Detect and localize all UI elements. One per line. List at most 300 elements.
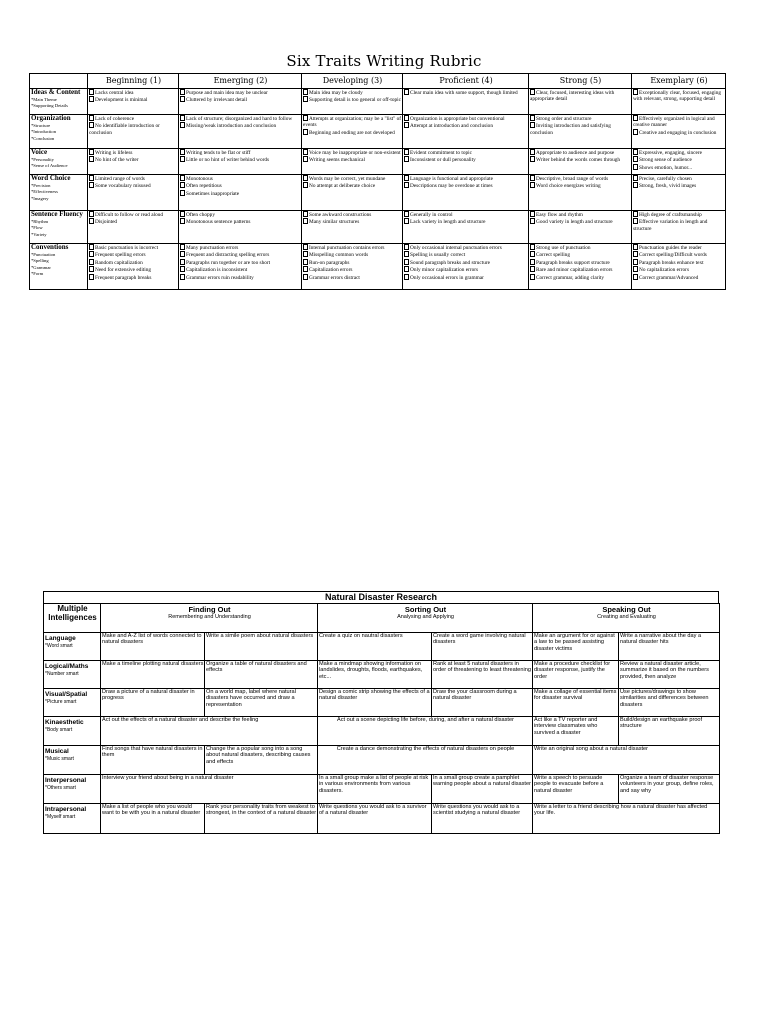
rubric-descriptor	[303, 259, 402, 266]
checkbox-icon	[404, 149, 409, 155]
trait-subitem: *Supporting Details	[31, 103, 68, 109]
task-cell: Create a quiz on nautral disasters	[318, 633, 432, 661]
checkbox-icon	[633, 89, 638, 95]
checkbox-icon	[180, 149, 185, 155]
rubric-cell	[302, 89, 403, 115]
rubric-descriptor	[180, 274, 301, 281]
rubric-descriptor	[89, 274, 178, 281]
checkbox-icon	[633, 115, 638, 121]
rubric-descriptor	[530, 266, 631, 273]
task-cell: Rank at least 5 natural disasters in order of threatening to least threatening	[432, 661, 533, 689]
descriptor-text: Capitalization errors	[309, 267, 353, 274]
intelligence-name: Musical	[45, 748, 69, 755]
checkbox-icon	[530, 156, 535, 162]
intelligence-cell	[44, 661, 101, 689]
descriptor-text: Writer behind the words comes through	[536, 157, 621, 164]
rubric-descriptor	[633, 149, 725, 156]
rubric-cell	[529, 89, 632, 115]
trait-subitem: *Grammar	[31, 264, 51, 270]
task-cell: Act out a scene depicting life before, during, and after a natural disaster	[318, 717, 533, 746]
rubric-row	[30, 211, 726, 244]
task-cell: Make an argument for or against a law to be passed assisting disaster victims	[533, 633, 619, 661]
task-cell: Write questions you would ask to a survivor of a natural disaster	[318, 804, 432, 834]
rubric-descriptor	[89, 122, 178, 136]
descriptor-text: Difficult to follow or read aloud	[95, 212, 164, 218]
checkbox-icon	[530, 122, 535, 128]
checkbox-icon	[180, 122, 185, 128]
group-title: Speaking Out	[602, 605, 651, 614]
rubric-descriptor	[530, 259, 631, 266]
checkbox-icon	[633, 182, 638, 188]
checkbox-icon	[633, 175, 638, 181]
task-cell: Build/design an earthquake proof structure	[619, 717, 720, 746]
checkbox-icon	[633, 266, 638, 272]
descriptor-text: Lack of structure; disorganized and hard to follow	[186, 116, 293, 122]
checkbox-icon	[180, 96, 185, 102]
checkbox-icon	[404, 175, 409, 181]
research-header-row	[44, 604, 720, 633]
rubric-descriptor	[404, 122, 528, 129]
rubric-cell	[302, 244, 403, 290]
rubric-descriptor	[303, 149, 402, 156]
trait-subitem: *Flow	[31, 225, 43, 231]
checkbox-icon	[303, 244, 308, 250]
rubric-descriptor	[89, 211, 178, 218]
rubric-cell	[88, 149, 179, 175]
checkbox-icon	[180, 274, 185, 280]
checkbox-icon	[89, 156, 94, 162]
checkbox-icon	[89, 96, 94, 102]
checkbox-icon	[180, 182, 185, 188]
descriptor-text: Sometimes inappropriate	[186, 190, 240, 197]
descriptor-text: No capitalization errors	[639, 267, 690, 274]
intelligence-name: Visual/Spatial	[45, 691, 88, 698]
rubric-descriptor	[89, 251, 178, 258]
descriptor-text: Grammar errors ruin readability	[186, 274, 254, 281]
task-cell: Make a mindmap showing information on landslides, droughts, floods, earthquakes, etc...	[318, 661, 432, 689]
checkbox-icon	[303, 175, 308, 181]
checkbox-icon	[633, 244, 638, 250]
checkbox-icon	[404, 274, 409, 280]
descriptor-text: Writing is lifeless	[95, 150, 133, 156]
rubric-descriptor	[404, 149, 528, 156]
rubric-cell	[88, 89, 179, 115]
rubric-descriptor	[180, 115, 301, 122]
descriptor-text: Only minor capitalization errors	[410, 267, 479, 274]
descriptor-text: Expressive, engaging, sincere	[639, 150, 702, 156]
checkbox-icon	[303, 274, 308, 280]
rubric-cell	[179, 211, 302, 244]
rubric-descriptor	[633, 274, 725, 281]
rubric-descriptor	[530, 149, 631, 156]
rubric-descriptor	[530, 244, 631, 251]
task-cell: Make a procedure checklist for disaster response, justify the order	[533, 661, 619, 689]
rubric-descriptor	[404, 266, 528, 273]
checkbox-icon	[633, 164, 638, 170]
checkbox-icon	[180, 190, 185, 196]
checkbox-icon	[303, 251, 308, 257]
rubric-descriptor	[303, 129, 402, 136]
descriptor-text: Random capitalization	[95, 259, 143, 266]
group-title: Sorting Out	[404, 605, 447, 614]
checkbox-icon	[303, 218, 308, 224]
rubric-cell	[403, 149, 529, 175]
rubric-descriptor	[633, 211, 725, 218]
rubric-descriptor	[89, 115, 178, 122]
intelligence-cell	[44, 717, 101, 746]
group-header-finding	[101, 604, 318, 633]
checkbox-icon	[530, 244, 535, 250]
rubric-cell	[179, 89, 302, 115]
checkbox-icon	[89, 244, 94, 250]
checkbox-icon	[303, 149, 308, 155]
task-cell: Draw a picture of a natural disaster in progress	[101, 689, 205, 717]
descriptor-text: Misspelling common words	[309, 252, 369, 259]
group-header-speaking	[533, 604, 720, 633]
rubric-descriptor	[180, 175, 301, 182]
checkbox-icon	[633, 129, 638, 135]
task-cell: Write a simile poem about natural disasters	[205, 633, 318, 661]
rubric-descriptor	[404, 89, 528, 96]
rubric-descriptor	[89, 149, 178, 156]
task-cell: Find songs that have natural disasters in them	[101, 746, 205, 775]
task-cell: On a world map, label where natural disasters have occurred and draw a representation	[205, 689, 318, 717]
rubric-descriptor	[89, 175, 178, 182]
rubric-cell	[632, 89, 726, 115]
intelligence-name: Language	[45, 635, 76, 642]
checkbox-icon	[303, 182, 308, 188]
trait-subitem: *Structure	[31, 122, 51, 128]
task-cell: Create a dance demonstrating the effects of natural disasters on people	[318, 746, 533, 775]
descriptor-text: Writing tends to be flat or stiff	[186, 150, 251, 156]
trait-cell	[30, 149, 88, 175]
descriptor-text: Language is functional and appropriate	[410, 176, 493, 182]
rubric-cell	[632, 115, 726, 149]
checkbox-icon	[530, 259, 535, 265]
rubric-descriptor	[303, 251, 402, 258]
checkbox-icon	[633, 156, 638, 162]
trait-cell	[30, 89, 88, 115]
checkbox-icon	[404, 122, 409, 128]
rubric-cell	[632, 149, 726, 175]
rubric-descriptor	[530, 274, 631, 281]
research-table	[43, 603, 720, 834]
rubric-cell	[632, 175, 726, 211]
trait-name: Ideas & Content	[31, 88, 81, 96]
rubric-cell	[632, 244, 726, 290]
rubric-title: Six Traits Writing Rubric	[286, 52, 482, 70]
rubric-descriptor	[404, 259, 528, 266]
rubric-descriptor	[89, 96, 178, 103]
rubric-descriptor	[180, 96, 301, 103]
intelligences-header: Multiple Intelligences	[44, 604, 101, 633]
rubric-cell	[529, 211, 632, 244]
descriptor-text: Generally in control	[410, 212, 453, 218]
rubric-descriptor	[180, 211, 301, 218]
descriptor-text: Sound paragraph breaks and structure	[410, 259, 491, 266]
rubric-cell	[179, 175, 302, 211]
checkbox-icon	[530, 115, 535, 121]
checkbox-icon	[530, 182, 535, 188]
rubric-descriptor	[89, 244, 178, 251]
rubric-descriptor	[530, 182, 631, 189]
rubric-descriptor	[303, 211, 402, 218]
descriptor-text: Attempts at organization; may be a "list" of events	[303, 116, 402, 129]
descriptor-text: No identifiable introduction or conclusion	[89, 123, 160, 136]
descriptor-text: Main idea may be cloudy	[309, 90, 363, 96]
descriptor-text: Correct spelling	[536, 252, 570, 259]
trait-subitem: *Conclusion	[31, 135, 55, 141]
rubric-descriptor	[89, 266, 178, 273]
descriptor-text: Paragraphs run together or are too short	[186, 259, 271, 266]
checkbox-icon	[530, 218, 535, 224]
intelligence-cell	[44, 746, 101, 775]
task-cell: Act like a TV reporter and interview classmates who survived a disaster	[533, 717, 619, 746]
rubric-descriptor	[89, 218, 178, 225]
rubric-descriptor	[180, 244, 301, 251]
level-header: Strong (5)	[529, 74, 632, 89]
trait-name: Word Choice	[31, 174, 71, 182]
trait-subitem: *Variety	[31, 231, 47, 237]
rubric-cell	[88, 244, 179, 290]
rubric-descriptor	[303, 115, 402, 129]
task-cell: Organize a table of natural disasters and effects	[205, 661, 318, 689]
trait-subitem: *Effectiveness	[31, 189, 58, 195]
checkbox-icon	[180, 175, 185, 181]
rubric-descriptor	[633, 89, 725, 103]
rubric-cell	[302, 149, 403, 175]
research-row-interpersonal	[44, 775, 720, 804]
rubric-descriptor	[633, 251, 725, 258]
descriptor-text: Internal punctuation contains errors	[309, 245, 385, 251]
rubric-descriptor	[404, 244, 528, 251]
intelligence-name: Logical/Maths	[45, 663, 89, 670]
checkbox-icon	[530, 266, 535, 272]
descriptor-text: Shows emotion, humor...	[639, 164, 692, 171]
checkbox-icon	[633, 274, 638, 280]
rubric-descriptor	[530, 211, 631, 218]
descriptor-text: Often repetitious	[186, 183, 222, 190]
checkbox-icon	[530, 175, 535, 181]
descriptor-text: Capitalization is inconsistent	[186, 267, 248, 274]
descriptor-text: Easy flow and rhythm	[536, 212, 583, 218]
rubric-row	[30, 115, 726, 149]
descriptor-text: Strong order and structure	[536, 116, 592, 122]
descriptor-text: Word choice energizes writing	[536, 183, 601, 190]
rubric-descriptor	[180, 122, 301, 129]
descriptor-text: Frequent paragraph breaks	[95, 274, 152, 281]
trait-cell	[30, 211, 88, 244]
rubric-cell	[529, 175, 632, 211]
task-cell: Write an original song about a natural disaster	[533, 746, 720, 775]
rubric-descriptor	[303, 182, 402, 189]
rubric-descriptor	[633, 259, 725, 266]
checkbox-icon	[180, 251, 185, 257]
descriptor-text: Lack variety in length and structure	[410, 219, 486, 226]
intelligence-cell	[44, 804, 101, 834]
rubric-cell	[632, 211, 726, 244]
trait-subitem: *Form	[31, 271, 44, 277]
checkbox-icon	[530, 274, 535, 280]
rubric-row	[30, 175, 726, 211]
descriptor-text: Only occasional errors in grammar	[410, 274, 484, 281]
checkbox-icon	[633, 211, 638, 217]
rubric-descriptor	[180, 182, 301, 189]
checkbox-icon	[404, 182, 409, 188]
checkbox-icon	[530, 211, 535, 217]
task-cell: Interview your friend about being in a natural disaster	[101, 775, 318, 804]
descriptor-text: Spelling is usually correct	[410, 252, 466, 259]
checkbox-icon	[89, 89, 94, 95]
descriptor-text: Only occasional internal punctuation errors	[410, 245, 502, 251]
descriptor-text: Effectively organized in logical and creative manner	[633, 116, 715, 129]
checkbox-icon	[404, 218, 409, 224]
level-header: Emerging (2)	[179, 74, 302, 89]
trait-cell	[30, 244, 88, 290]
trait-subitem: *Punctuation	[31, 251, 56, 257]
rubric-row	[30, 149, 726, 175]
checkbox-icon	[404, 89, 409, 95]
checkbox-icon	[404, 156, 409, 162]
group-subtitle: Creating and Evaluating	[597, 614, 656, 620]
rubric-descriptor	[303, 274, 402, 281]
descriptor-text: Writing seems mechanical	[309, 157, 365, 164]
checkbox-icon	[404, 115, 409, 121]
descriptor-text: Appropriate to audience and purpose	[536, 150, 615, 156]
task-cell: Write a speech to persuade people to evacuate before a natural disaster	[533, 775, 619, 804]
rubric-descriptor	[530, 175, 631, 182]
task-cell: In a small group create a pamphlet warning people about a natural disaster	[432, 775, 533, 804]
research-row-kinaesthetic	[44, 717, 720, 746]
task-cell: Rank your personality traits from weakest to strongest, in the context of a natural disaster	[205, 804, 318, 834]
rubric-descriptor	[633, 244, 725, 251]
checkbox-icon	[180, 211, 185, 217]
level-header: Proficient (4)	[403, 74, 529, 89]
task-cell: Make and A-Z list of words connected to natural disasters	[101, 633, 205, 661]
trait-name: Sentence Fluency	[31, 210, 83, 218]
rubric-descriptor	[633, 266, 725, 273]
descriptor-text: Beginning and ending are not developed	[309, 129, 395, 136]
task-cell: Review a natural disaster article, summarize it based on the numbers provided, then analyze	[619, 661, 720, 689]
descriptor-text: Correct grammar/Advanced	[639, 274, 699, 281]
descriptor-text: Attempt at introduction and conclusion	[410, 123, 493, 130]
descriptor-text: High degree of craftsmanship	[639, 212, 702, 218]
rubric-descriptor	[404, 218, 528, 225]
research-title: Natural Disaster Research	[43, 591, 719, 603]
checkbox-icon	[303, 129, 308, 135]
research-row-musical	[44, 746, 720, 775]
checkbox-icon	[89, 218, 94, 224]
rubric-descriptor	[530, 251, 631, 258]
rubric-descriptor	[303, 244, 402, 251]
checkbox-icon	[404, 266, 409, 272]
rubric-descriptor	[303, 96, 402, 103]
trait-subitem: *Main Theme	[31, 96, 57, 102]
trait-subitem: *Precision	[31, 182, 51, 188]
rubric-descriptor	[530, 218, 631, 225]
checkbox-icon	[404, 251, 409, 257]
level-header: Beginning (1)	[88, 74, 179, 89]
checkbox-icon	[89, 266, 94, 272]
level-header: Exemplary (6)	[632, 74, 726, 89]
task-cell: Make a list of people who you would want to be with you in a natural disaster	[101, 804, 205, 834]
rubric-cell	[403, 175, 529, 211]
checkbox-icon	[633, 259, 638, 265]
descriptor-text: Evident commitment to topic	[410, 150, 472, 156]
rubric-descriptor	[89, 89, 178, 96]
descriptor-text: Run-on paragraphs	[309, 259, 350, 266]
descriptor-text: Voice may be inappropriate or non-existent	[309, 150, 401, 156]
trait-subitem: *Introduction	[31, 129, 57, 135]
descriptor-text: Precise, carefully chosen	[639, 176, 692, 182]
trait-cell	[30, 175, 88, 211]
task-cell: In a small group make a list of people at risk in various environments from various disasters.	[318, 775, 432, 804]
descriptor-text: Development is minimal	[95, 97, 148, 104]
descriptor-text: No hint of the writer	[95, 157, 139, 164]
task-cell: Write a letter to a friend describing how a natural disaster has affected your life.	[533, 804, 720, 834]
trait-cell	[30, 115, 88, 149]
descriptor-text: Purpose and main idea may be unclear	[186, 90, 268, 96]
rubric-descriptor	[530, 156, 631, 163]
intelligence-cell	[44, 689, 101, 717]
checkbox-icon	[180, 156, 185, 162]
checkbox-icon	[633, 218, 638, 224]
intelligence-sub: *Word smart	[45, 643, 73, 649]
descriptor-text: Correct spelling/Difficult words	[639, 252, 707, 259]
task-cell: Draw the your classroom during a natural disaster	[432, 689, 533, 717]
rubric-descriptor	[633, 175, 725, 182]
group-subtitle: Analysing and Applying	[397, 614, 454, 620]
rubric-descriptor	[180, 149, 301, 156]
trait-subitem: *Personality	[31, 156, 54, 162]
checkbox-icon	[180, 244, 185, 250]
task-cell: Design a comic strip showing the effects of a natural disaster	[318, 689, 432, 717]
rubric-descriptor	[404, 251, 528, 258]
rubric-descriptor	[89, 182, 178, 189]
descriptor-text: Little or no hint of writer behind words	[186, 157, 270, 164]
checkbox-icon	[89, 211, 94, 217]
intelligence-cell	[44, 633, 101, 661]
descriptor-text: Correct grammar, adding clarity	[536, 274, 605, 281]
descriptor-text: Inviting introduction and satisfying conclusion	[530, 123, 611, 136]
checkbox-icon	[404, 259, 409, 265]
trait-subitem: *Sense of Audience	[31, 163, 68, 169]
trait-name: Conventions	[31, 243, 69, 251]
descriptor-text: Inconsistent or dull personality	[410, 157, 476, 164]
descriptor-text: Descriptions may be overdone at times	[410, 183, 493, 190]
rubric-descriptor	[180, 259, 301, 266]
task-cell: Write a narrative about the day a natural disaster hits	[619, 633, 720, 661]
descriptor-text: Supporting detail is too general or off-topic	[309, 97, 401, 104]
descriptor-text: Rare and minor capitalization errors	[536, 267, 613, 274]
intelligence-sub: *Picture smart	[45, 699, 77, 705]
descriptor-text: Exceptionally clear, focused, engaging with relevant, strong, supporting detail	[633, 90, 722, 103]
rubric-descriptor	[180, 89, 301, 96]
rubric-descriptor	[404, 156, 528, 163]
checkbox-icon	[180, 89, 185, 95]
rubric-cell	[88, 115, 179, 149]
checkbox-icon	[303, 89, 308, 95]
intelligence-sub: *Myself smart	[45, 814, 76, 820]
checkbox-icon	[303, 156, 308, 162]
checkbox-icon	[89, 115, 94, 121]
research-row-intrapersonal	[44, 804, 720, 834]
descriptor-text: Monotonous sentence patterns	[186, 219, 251, 226]
checkbox-icon	[633, 149, 638, 155]
checkbox-icon	[180, 266, 185, 272]
rubric-cell	[403, 89, 529, 115]
rubric-descriptor	[530, 89, 631, 103]
